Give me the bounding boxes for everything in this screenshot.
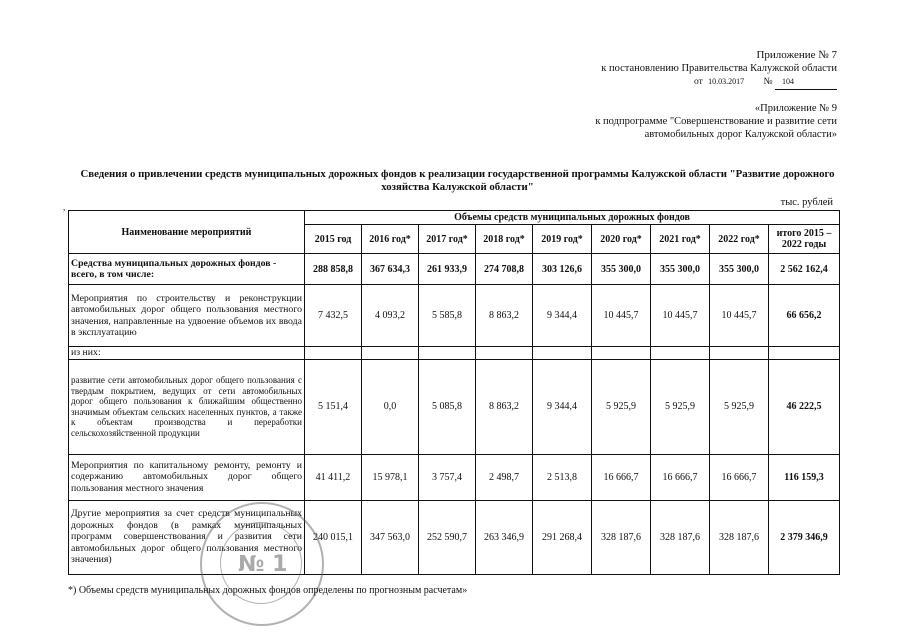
cell-value: 5 925,9 <box>710 359 769 454</box>
cell-value: 10 445,7 <box>592 285 651 347</box>
cell-value: 10 445,7 <box>651 285 710 347</box>
subprogram-appendix: «Приложение № 9 <box>754 103 837 114</box>
header-year: 2022 год* <box>710 225 769 254</box>
cell-value: 291 268,4 <box>533 500 592 574</box>
cell-value: 274 708,8 <box>476 254 533 285</box>
cell-value: 15 978,1 <box>362 454 419 500</box>
cell-value: 355 300,0 <box>710 254 769 285</box>
cell-value: 0,0 <box>362 359 419 454</box>
cell-total: 46 222,5 <box>769 359 840 454</box>
title-line-2: хозяйства Калужской области" <box>381 181 534 193</box>
cell-value: 8 863,2 <box>476 285 533 347</box>
cell-value: 328 187,6 <box>592 500 651 574</box>
header-year: 2016 год* <box>362 225 419 254</box>
cell-value: 5 925,9 <box>592 359 651 454</box>
from-label: от <box>694 77 703 87</box>
units-label: тыс. рублей <box>780 197 833 208</box>
cell-value: 5 151,4 <box>305 359 362 454</box>
header-year: 2021 год* <box>651 225 710 254</box>
number-label: № <box>763 77 773 87</box>
table-row <box>69 359 840 454</box>
title-line-1: Сведения о привлечении средств муниципальных дорожных фондов к реализации государственной программы Калужской области "Развитие дорожного <box>80 168 835 180</box>
header-name: Наименование мероприятий <box>69 211 305 254</box>
cell-value: 2 498,7 <box>476 454 533 500</box>
cell-value: 5 085,8 <box>419 359 476 454</box>
table-row <box>69 500 840 574</box>
cell-value: 16 666,7 <box>592 454 651 500</box>
footnote: *) Объемы средств муниципальных дорожных фондов определены по прогнозным расчетам» <box>68 585 468 596</box>
appendix-number: Приложение № 7 <box>756 49 837 61</box>
subprogram-line3: автомобильных дорог Калужской области» <box>644 129 837 140</box>
cell-value: 261 933,9 <box>419 254 476 285</box>
row-name: Другие мероприятия за счет средств муниципальных дорожных фондов (в рамках муниципальных программ совершенствования и развития сети автомобильных дорог общего пользования местного значения) <box>69 500 305 574</box>
row-name: развитие сети автомобильных дорог общего пользования с твердым покрытием, ведущих от сети автомобильных дорог общего пользования к ближайшим общественно значимым объектам сельских населенных пунктов, а также к объектам производства и переработки сельскохозяйственной продукции <box>69 359 305 454</box>
cell-value: 7 432,5 <box>305 285 362 347</box>
cell-value: 10 445,7 <box>710 285 769 347</box>
subprogram-line2: к подпрограмме "Совершенствование и развитие сети <box>595 116 837 127</box>
resolution-number: 104 <box>775 75 837 90</box>
cell-value: 355 300,0 <box>651 254 710 285</box>
cell-value: 328 187,6 <box>651 500 710 574</box>
cell-value: 9 344,4 <box>533 359 592 454</box>
seal-number: № 1 <box>238 552 288 577</box>
header-total: итого 2015 – 2022 годы <box>769 225 840 254</box>
margin-mark: , <box>63 202 66 212</box>
subprogram-header <box>595 102 837 141</box>
appendix-resolution: к постановлению Правительства Калужской области <box>601 63 837 74</box>
document-title <box>75 168 840 194</box>
cell-value: 4 093,2 <box>362 285 419 347</box>
cell-total: 116 159,3 <box>769 454 840 500</box>
header-group: Объемы средств муниципальных дорожных фондов <box>305 211 840 225</box>
cell-value: 16 666,7 <box>651 454 710 500</box>
appendix-header <box>601 49 837 90</box>
cell-value: 2 513,8 <box>533 454 592 500</box>
header-year: 2015 год <box>305 225 362 254</box>
header-year: 2018 год* <box>476 225 533 254</box>
cell-value: 355 300,0 <box>592 254 651 285</box>
cell-value: 8 863,2 <box>476 359 533 454</box>
resolution-date: 10.03.2017 <box>708 77 745 86</box>
cell-value: 5 585,8 <box>419 285 476 347</box>
table-row <box>69 254 840 285</box>
appendix-date-line <box>601 75 837 90</box>
cell-total: 2 379 346,9 <box>769 500 840 574</box>
cell-value: 41 411,2 <box>305 454 362 500</box>
header-year: 2020 год* <box>592 225 651 254</box>
table-row <box>69 347 840 360</box>
cell-value: 9 344,4 <box>533 285 592 347</box>
cell-total: 66 656,2 <box>769 285 840 347</box>
row-name: Средства муниципальных дорожных фондов - всего, в том числе: <box>69 254 305 285</box>
cell-value: 347 563,0 <box>362 500 419 574</box>
row-name: Мероприятия по капитальному ремонту, ремонту и содержанию автомобильных дорог общего пользования местного значения <box>69 454 305 500</box>
cell-value: 288 858,8 <box>305 254 362 285</box>
table-row <box>69 285 840 347</box>
official-seal <box>200 502 324 626</box>
table-row <box>69 454 840 500</box>
cell-value: 367 634,3 <box>362 254 419 285</box>
cell-value: 303 126,6 <box>533 254 592 285</box>
cell-value: 5 925,9 <box>651 359 710 454</box>
header-year: 2019 год* <box>533 225 592 254</box>
cell-value: 3 757,4 <box>419 454 476 500</box>
cell-value: 328 187,6 <box>710 500 769 574</box>
cell-total: 2 562 162,4 <box>769 254 840 285</box>
header-year: 2017 год* <box>419 225 476 254</box>
row-name: из них: <box>69 347 305 360</box>
row-name: Мероприятия по строительству и реконструкции автомобильных дорог общего пользования местного значения, направленные на удвоение объемов их ввода в эксплуатацию <box>69 285 305 347</box>
cell-value: 240 015,1 <box>305 500 362 574</box>
cell-value: 263 346,9 <box>476 500 533 574</box>
funds-table <box>68 210 840 575</box>
cell-value: 252 590,7 <box>419 500 476 574</box>
cell-value: 16 666,7 <box>710 454 769 500</box>
